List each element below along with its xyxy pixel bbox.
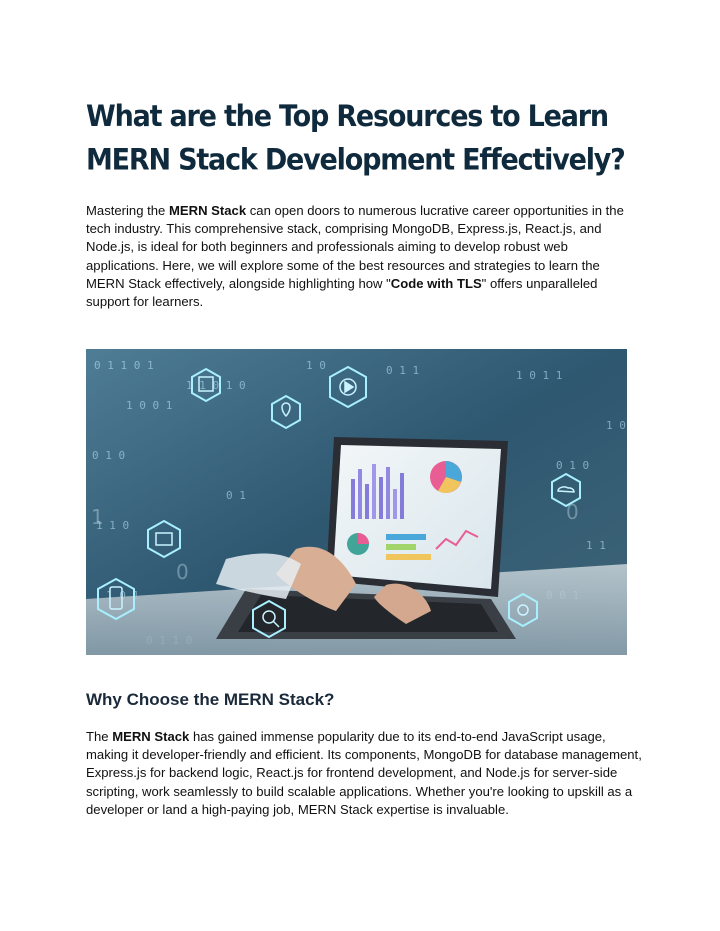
article-title: What are the Top Resources to Learn MERN Stack Development Effectively? [86, 100, 625, 177]
section-text-2: has gained immense popularity due to its end-to-end JavaScript usage, making it developer-friendly and efficient. Its components, MongoDB for database management, Express.js for backend logic, React.js for frontend development, and Node.js for server-side scripting, work seamlessly to build scalable applications. Whether you're looking to upskill as a developer or land a high-paying job, MERN Stack expertise is invaluable. [86, 729, 642, 817]
intro-text-1: Mastering the [86, 203, 169, 218]
svg-text:1 0 1: 1 0 1 [106, 589, 140, 602]
svg-text:1 0 0 1: 1 0 0 1 [126, 399, 173, 412]
svg-text:0: 0 [176, 560, 189, 584]
section-bold-mern: MERN Stack [112, 729, 190, 744]
svg-text:1 1 0 1 0: 1 1 0 1 0 [186, 379, 246, 392]
intro-text-3: " offers unparalleled support for learners. [86, 275, 598, 310]
svg-text:1 1 0: 1 1 0 [96, 519, 130, 532]
section-heading: Why Choose the MERN Stack? [86, 690, 335, 709]
intro-bold-mern: MERN Stack [168, 203, 247, 218]
section-text-1: The [86, 729, 113, 744]
svg-text:0: 0 [566, 500, 579, 524]
svg-text:1: 1 [91, 505, 104, 529]
svg-text:1 0: 1 0 [306, 359, 326, 372]
svg-text:1 1: 1 1 [586, 539, 606, 552]
svg-text:0 1: 0 1 [226, 489, 246, 502]
svg-text:0 1 1: 0 1 1 [386, 364, 420, 377]
hero-illustration [86, 349, 627, 655]
svg-text:0 1 1 0 1: 0 1 1 0 1 [94, 359, 154, 372]
intro-bold-tls: Code with TLS [390, 275, 482, 291]
section-paragraph [86, 728, 642, 819]
hero-image [86, 349, 627, 655]
intro-text-2: can open doors to numerous lucrative career opportunities in the tech industry. This comprehensive stack, comprising MongoDB, Express.js, React.js, and Node.js, is ideal for both beginners and professionals aiming to develop robust web applications. Here, we will explore some of the best resources and strategies to learn the MERN Stack effectively, alongside highlighting how " [86, 203, 624, 291]
svg-text:0 1 0: 0 1 0 [92, 449, 126, 462]
svg-text:0 1 0: 0 1 0 [556, 459, 590, 472]
svg-text:1 0 1 1: 1 0 1 1 [516, 369, 563, 382]
intro-paragraph [86, 202, 642, 311]
svg-text:1 0: 1 0 [606, 419, 626, 432]
